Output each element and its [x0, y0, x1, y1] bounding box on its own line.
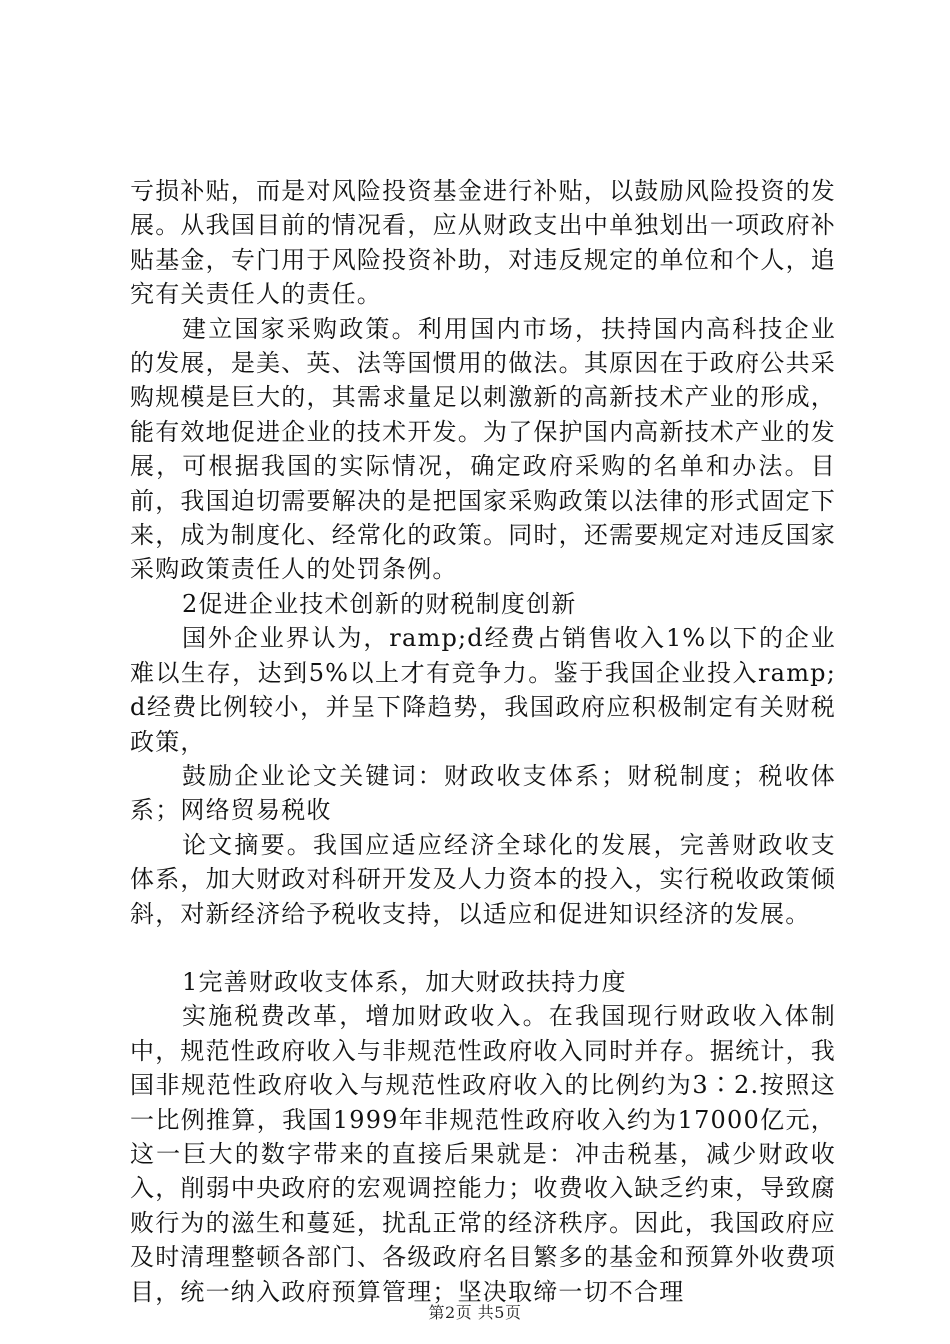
paragraph-continued: 亏损补贴，而是对风险投资基金进行补贴，以鼓励风险投资的发展。从我国目前的情况看，应从财政支出中单独划出一项政府补贴基金，专门用于风险投资补助，对违反规定的单位和个人，追究有关责任人的责任。: [130, 177, 836, 309]
page-number-footer: 第2页 共5页: [428, 1303, 522, 1322]
document-body: [130, 174, 836, 1309]
paragraph-keywords: 鼓励企业论文关键词：财政收支体系；财税制度；税收体系；网络贸易税收: [130, 761, 836, 825]
section-heading-2: 2促进企业技术创新的财税制度创新: [182, 589, 577, 618]
paragraph-rd-funding: 国外企业界认为，ramp;d经费占销售收入1%以下的企业难以生存，达到5%以上才有竞争力。鉴于我国企业投入ramp;d经费比例较小，并呈下降趋势，我国政府应积极制定有关财税政策，: [130, 624, 836, 756]
blank-line: [130, 931, 836, 965]
paragraph-tax-reform: 实施税费改革，增加财政收入。在我国现行财政收入体制中，规范性政府收入与非规范性政府收入同时并存。据统计，我国非规范性政府收入与规范性政府收入的比例约为3∶2.按照这一比例推算，我国1999年非规范性政府收入约为17000亿元，这一巨大的数字带来的直接后果就是：冲击税基，减少财政收入，削弱中央政府的宏观调控能力；收费收入缺乏约束，导致腐败行为的滋生和蔓延，扰乱正常的经济秩序。因此，我国政府应及时清理整顿各部门、各级政府名目繁多的基金和预算外收费项目，统一纳入政府预算管理；坚决取缔一切不合理: [130, 1002, 836, 1306]
section-heading-1: 1完善财政收支体系，加大财政扶持力度: [182, 967, 627, 996]
paragraph-procurement-policy: 建立国家采购政策。利用国内市场，扶持国内高科技企业的发展，是美、英、法等国惯用的做法。其原因在于政府公共采购规模是巨大的，其需求量足以刺激新的高新技术产业的形成，能有效地促进企业的技术开发。为了保护国内高新技术产业的发展，可根据我国的实际情况，确定政府采购的名单和办法。目前，我国迫切需要解决的是把国家采购政策以法律的形式固定下来，成为制度化、经常化的政策。同时，还需要规定对违反国家采购政策责任人的处罚条例。: [130, 314, 836, 584]
paragraph-abstract: 论文摘要。我国应适应经济全球化的发展，完善财政收支体系，加大财政对科研开发及人力资本的投入，实行税收政策倾斜，对新经济给予税收支持，以适应和促进知识经济的发展。: [130, 830, 836, 928]
